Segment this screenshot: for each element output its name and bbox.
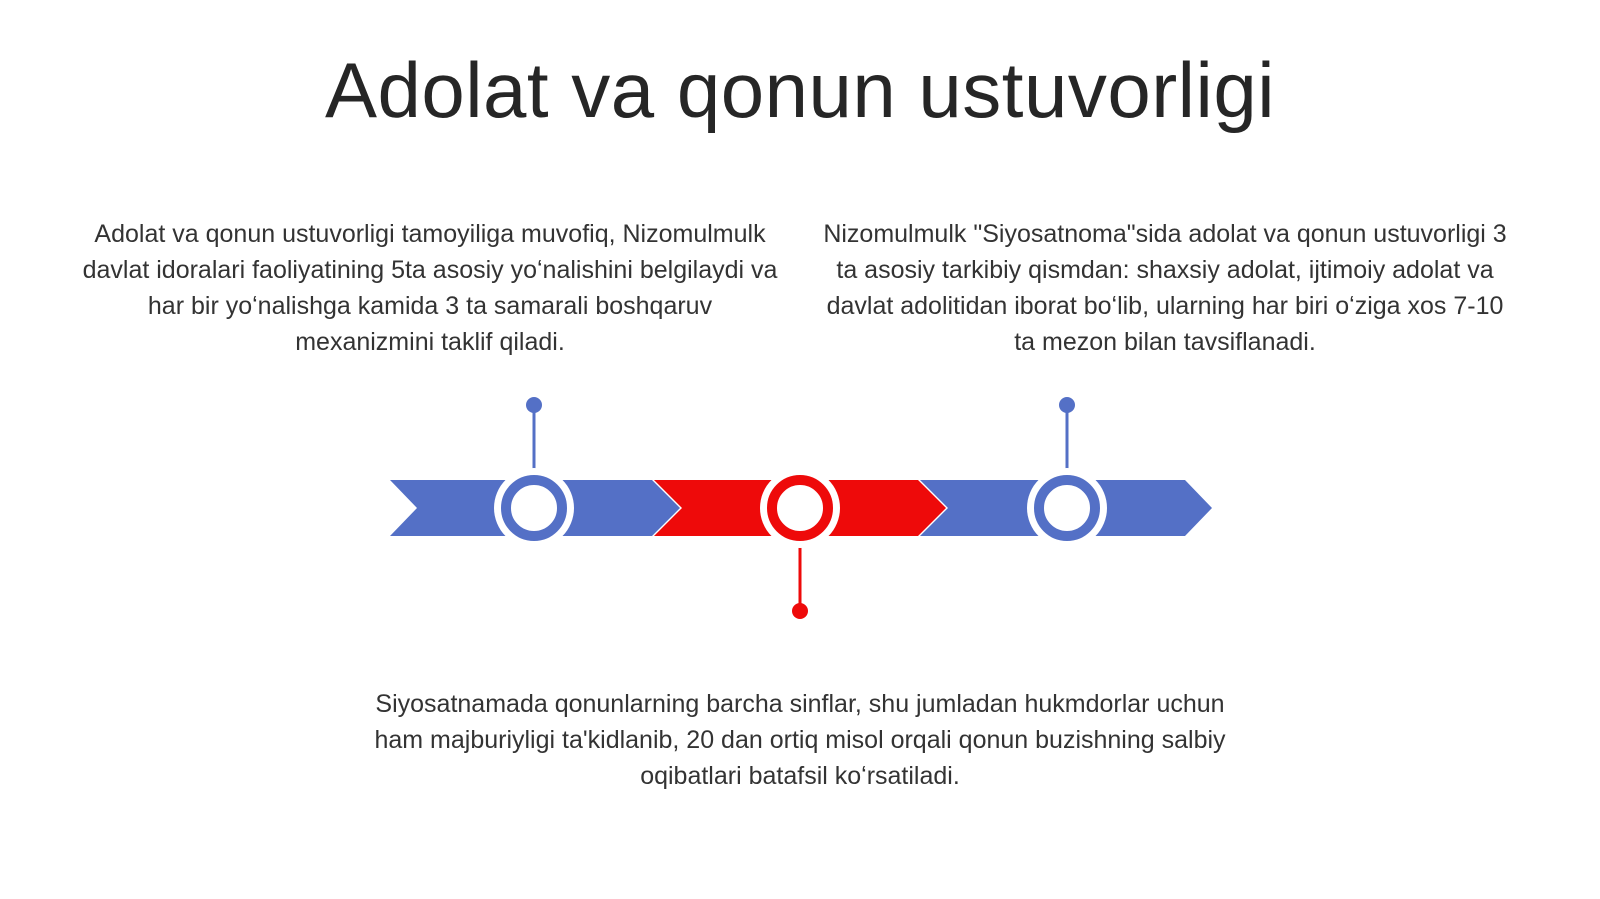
milestone-ring-2 <box>772 480 828 536</box>
text-block-left: Adolat va qonun ustuvorligi tamoyiliga muvofiq, Nizomulmulk davlat idoralari faoliyatining 5ta asosiy yoʻnalishini belgilaydi va har bir yoʻnalishga kamida 3 ta samarali boshqaruv mexanizmini taklif qiladi. <box>82 220 778 356</box>
milestone-ring-1 <box>506 480 562 536</box>
text-block-right: Nizomulmulk "Siyosatnoma"sida adolat va qonun ustuvorligi 3 ta asosiy tarkibiy qismdan: shaxsiy adolat, ijtimoiy adolat va davlat adolitidan iborat boʻlib, ularning har biri oʻziga xos 7-10 ta mezon bilan tavsiflanadi. <box>823 220 1507 356</box>
connector-dot-3 <box>1059 397 1075 413</box>
connector-dot-2 <box>792 603 808 619</box>
connector-dot-1 <box>526 397 542 413</box>
slide-title: Adolat va qonun ustuvorligi <box>324 46 1276 134</box>
milestone-ring-3 <box>1039 480 1095 536</box>
text-block-bottom: Siyosatnamada qonunlarning barcha sinflar, shu jumladan hukmdorlar uchun ham majburiyligi ta'kidlanib, 20 dan ortiq misol orqali qonun buzishning salbiy oqibatlari batafsil koʻrsatiladi. <box>374 690 1226 790</box>
